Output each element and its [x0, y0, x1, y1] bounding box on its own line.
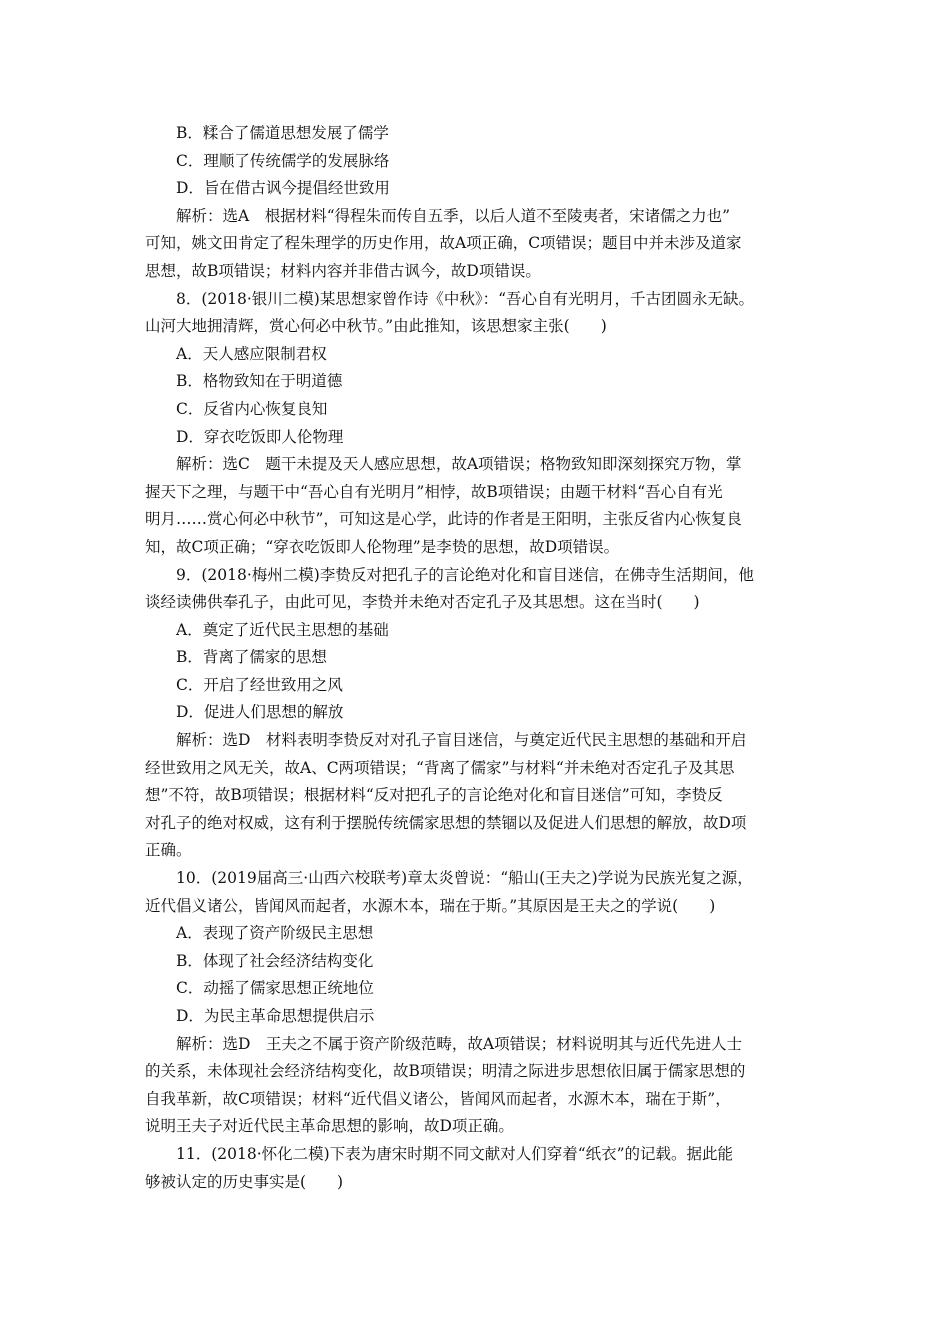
answer-option: D．促进人们思想的解放: [176, 703, 344, 722]
text-line: 说明王夫子对近代民主革命思想的影响，故D项正确。: [145, 1117, 514, 1136]
text-line: 解析：选C 题干未提及天人感应思想，故A项错误；格物致知即深刻探究万物，掌: [176, 455, 742, 474]
text-line: 近代倡义诸公，皆闻风而起者，水源木本，瑞在于斯。”其原因是王夫之的学说( ): [145, 896, 716, 915]
text-line: 思想，故B项错误；材料内容并非借古讽今，故D项错误。: [145, 261, 541, 280]
text-line: 够被认定的历史事实是( ): [145, 1172, 344, 1191]
answer-option: D．穿衣吃饭即人伦物理: [176, 427, 344, 446]
text-line: 解析：选D 材料表明李贽反对对孔子盲目迷信，与奠定近代民主思想的基础和开启: [176, 731, 747, 750]
explanation-paragraph: [145, 203, 820, 286]
answer-option: B．体现了社会经济结构变化: [176, 951, 374, 970]
answer-option: C．动摇了儒家思想正统地位: [176, 979, 374, 998]
answer-option: B．糅合了儒道思想发展了儒学: [176, 124, 389, 142]
explanation-paragraph: [145, 1031, 820, 1141]
answer-option: C．反省内心恢复良知: [176, 399, 328, 418]
text-line: 经世致用之风无关，故A、C两项错误；“背离了儒家”与材料“并未绝对否定孔子及其思: [145, 758, 735, 777]
text-line: 正确。: [145, 841, 192, 860]
text-line: 9．(2018·梅州二模)李贽反对把孔子的言论绝对化和盲目迷信，在佛寺生活期间，他: [176, 565, 754, 584]
text-line: 解析：选D 王夫之不属于资产阶级范畴，故A项错误；材料说明其与近代先进人士: [176, 1034, 743, 1053]
answer-option: A．奠定了近代民主思想的基础: [176, 620, 389, 639]
text-line: 8．(2018·银川二模)某思想家曾作诗《中秋》：“吾心自有光明月，千古团圆永无缺。: [176, 289, 755, 308]
text-line: 谈经读佛供奉孔子，由此可见，李贽并未绝对否定孔子及其思想。这在当时( ): [145, 593, 700, 612]
answer-option: D．旨在借古讽今提倡经世致用: [176, 179, 390, 198]
question-stem: [145, 865, 820, 920]
answer-option: A．表现了资产阶级民主思想: [176, 924, 374, 943]
explanation-paragraph: [145, 451, 820, 561]
answer-option: D．为民主革命思想提供启示: [176, 1007, 375, 1025]
text-line: 山河大地拥清辉，赏心何必中秋节。”由此推知，该思想家主张( ): [145, 317, 607, 336]
text-line: 握天下之理，与题干中“吾心自有光明月”相悖，故B项错误；由题干材料“吾心自有光: [145, 482, 723, 501]
text-line: 想”不符，故B项错误；根据材料“反对把孔子的言论绝对化和盲目迷信”可知，李贽反: [145, 786, 723, 805]
question-stem: [145, 1141, 820, 1196]
text-line: 自我革新，故C项错误；材料“近代倡义诸公，皆闻风而起者，水源木本，瑞在于斯”，: [145, 1089, 731, 1108]
answer-option: B．背离了儒家的思想: [176, 648, 327, 667]
explanation-paragraph: [145, 727, 820, 865]
answer-option: C．理顺了传统儒学的发展脉络: [176, 151, 390, 170]
answer-option: A．天人感应限制君权: [176, 344, 327, 363]
text-line: 解析：选A 根据材料“得程朱而传自五季，以后人道不至陵夷者，宋诸儒之力也”: [176, 206, 731, 225]
text-line: 的关系，未体现社会经济结构变化，故B项错误；明清之际进步思想依旧属于儒家思想的: [145, 1062, 746, 1081]
text-line: 可知，姚文田肯定了程朱理学的历史作用，故A项正确，C项错误；题目中并未涉及道家: [145, 234, 742, 253]
text-line: 明月……赏心何必中秋节”，可知这是心学，此诗的作者是王阳明，主张反省内心恢复良: [145, 510, 742, 529]
question-stem: [145, 286, 820, 341]
answer-option: B．格物致知在于明道德: [176, 372, 343, 391]
text-line: 11．(2018·怀化二模)下表为唐宋时期不同文献对人们穿着“纸衣”的记载。据此能: [176, 1144, 734, 1163]
answer-option: C．开启了经世致用之风: [176, 675, 343, 694]
text-line: 10．(2019届高三·山西六校联考)章太炎曾说：“船山(王夫之)学说为民族光复之源，: [176, 869, 753, 888]
text-line: 对孔子的绝对权威，这有利于摆脱传统儒家思想的禁锢以及促进人们思想的解放，故D项: [145, 813, 747, 832]
text-line: 知，故C项正确；“穿衣吃饭即人伦物理”是李贽的思想，故D项错误。: [145, 537, 620, 556]
page-content: [145, 120, 820, 1196]
question-stem: [145, 562, 820, 617]
